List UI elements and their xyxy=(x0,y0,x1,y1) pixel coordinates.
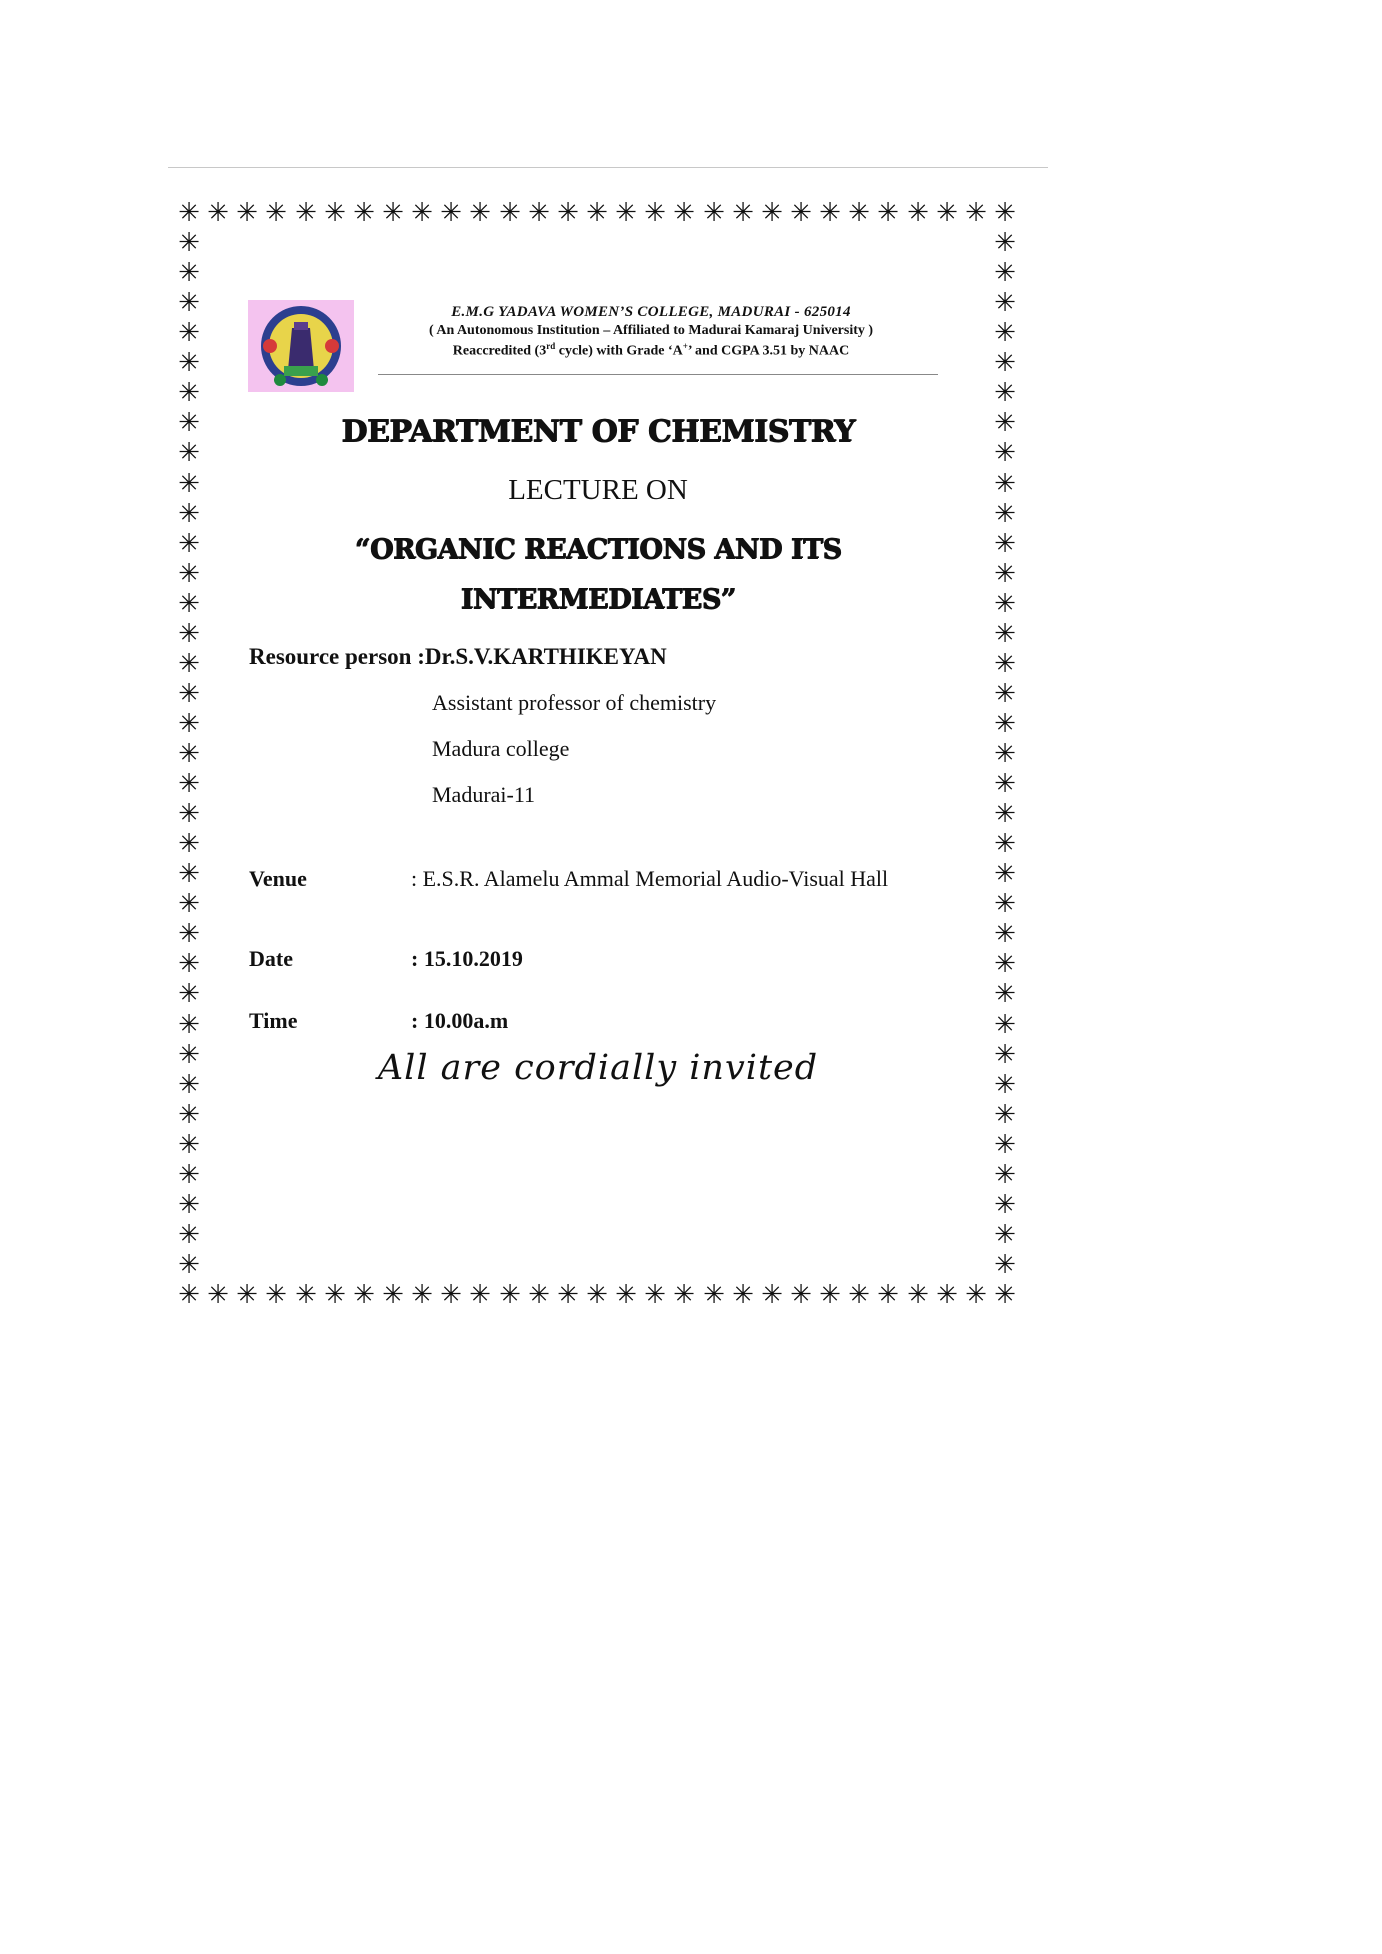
border-star-icon: ✳ xyxy=(207,1280,229,1310)
border-star-icon: ✳ xyxy=(761,198,783,228)
border-star-icon: ✳ xyxy=(994,769,1016,799)
border-star-icon: ✳ xyxy=(178,1040,200,1070)
time-value: : 10.00a.m xyxy=(411,1008,509,1033)
border-star-icon: ✳ xyxy=(178,949,200,979)
border-star-icon: ✳ xyxy=(178,739,200,769)
border-star-icon: ✳ xyxy=(994,559,1016,589)
border-star-icon: ✳ xyxy=(178,529,200,559)
border-star-icon: ✳ xyxy=(732,198,754,228)
border-star-icon: ✳ xyxy=(178,859,200,889)
border-star-icon: ✳ xyxy=(178,889,200,919)
border-star-icon: ✳ xyxy=(178,228,200,258)
border-star-icon: ✳ xyxy=(353,1280,375,1310)
border-star-icon: ✳ xyxy=(819,198,841,228)
border-star-icon: ✳ xyxy=(178,1130,200,1160)
border-star-icon: ✳ xyxy=(907,198,929,228)
border-star-icon: ✳ xyxy=(994,288,1016,318)
border-star-icon: ✳ xyxy=(994,619,1016,649)
border-star-icon: ✳ xyxy=(994,529,1016,559)
border-star-icon: ✳ xyxy=(761,1280,783,1310)
border-star-icon: ✳ xyxy=(178,318,200,348)
time-label: Time xyxy=(249,1008,298,1033)
border-star-icon: ✳ xyxy=(877,1280,899,1310)
border-star-icon: ✳ xyxy=(265,1280,287,1310)
resource-person-name: Dr.S.V.KARTHIKEYAN xyxy=(424,644,667,669)
border-star-icon: ✳ xyxy=(994,438,1016,468)
date-label: Date xyxy=(249,946,293,971)
border-star-icon: ✳ xyxy=(178,408,200,438)
border-star-icon: ✳ xyxy=(673,1280,695,1310)
college-logo-emblem-icon xyxy=(248,300,354,392)
border-star-icon: ✳ xyxy=(994,1100,1016,1130)
border-star-icon: ✳ xyxy=(528,198,550,228)
resource-place: Madurai-11 xyxy=(432,782,536,807)
border-star-icon: ✳ xyxy=(178,559,200,589)
border-star-icon: ✳ xyxy=(528,1280,550,1310)
border-star-icon: ✳ xyxy=(178,288,200,318)
border-star-icon: ✳ xyxy=(994,799,1016,829)
department-title: DEPARTMENT OF CHEMISTRY xyxy=(341,414,855,449)
border-star-icon: ✳ xyxy=(644,1280,666,1310)
border-star-icon: ✳ xyxy=(994,979,1016,1009)
border-star-icon: ✳ xyxy=(819,1280,841,1310)
border-star-icon: ✳ xyxy=(907,1280,929,1310)
border-star-icon: ✳ xyxy=(324,1280,346,1310)
border-star-icon: ✳ xyxy=(382,198,404,228)
border-star-icon: ✳ xyxy=(994,469,1016,499)
border-star-icon: ✳ xyxy=(557,198,579,228)
border-star-icon: ✳ xyxy=(994,739,1016,769)
border-star-icon: ✳ xyxy=(178,979,200,1009)
college-accreditation: Reaccredited (3rd cycle) with Grade ‘A+’ and CGPA 3.51 by NAAC xyxy=(452,341,850,359)
college-affiliation: ( An Autonomous Institution – Affiliated to Madurai Kamaraj University ) xyxy=(428,323,874,338)
border-star-icon: ✳ xyxy=(469,198,491,228)
border-star-icon: ✳ xyxy=(732,1280,754,1310)
border-star-icon: ✳ xyxy=(178,469,200,499)
border-star-icon: ✳ xyxy=(440,1280,462,1310)
border-star-icon: ✳ xyxy=(178,799,200,829)
border-star-icon: ✳ xyxy=(236,1280,258,1310)
border-star-icon: ✳ xyxy=(994,1010,1016,1040)
date-value: : 15.10.2019 xyxy=(411,946,523,971)
border-star-icon: ✳ xyxy=(994,1160,1016,1190)
border-star-icon: ✳ xyxy=(965,1280,987,1310)
border-star-icon: ✳ xyxy=(703,198,725,228)
topic-title-line1: “ORGANIC REACTIONS AND ITS xyxy=(354,534,842,565)
border-star-icon: ✳ xyxy=(994,408,1016,438)
college-logo xyxy=(248,300,354,392)
border-star-icon: ✳ xyxy=(178,198,200,228)
border-star-icon: ✳ xyxy=(178,619,200,649)
border-star-icon: ✳ xyxy=(178,1220,200,1250)
border-star-icon: ✳ xyxy=(295,198,317,228)
border-star-icon: ✳ xyxy=(994,198,1016,228)
border-star-icon: ✳ xyxy=(994,679,1016,709)
border-star-icon: ✳ xyxy=(994,709,1016,739)
resource-institution: Madura college xyxy=(432,736,570,761)
border-star-icon: ✳ xyxy=(703,1280,725,1310)
border-star-icon: ✳ xyxy=(644,198,666,228)
resource-person xyxy=(249,644,667,670)
border-star-icon: ✳ xyxy=(615,198,637,228)
border-star-icon: ✳ xyxy=(178,769,200,799)
college-header xyxy=(248,300,944,394)
border-star-icon: ✳ xyxy=(178,709,200,739)
border-star-icon: ✳ xyxy=(178,829,200,859)
border-star-icon: ✳ xyxy=(994,378,1016,408)
border-star-icon: ✳ xyxy=(936,198,958,228)
border-star-icon: ✳ xyxy=(994,1070,1016,1100)
border-star-icon: ✳ xyxy=(994,228,1016,258)
border-star-icon: ✳ xyxy=(994,1040,1016,1070)
border-star-icon: ✳ xyxy=(411,198,433,228)
border-star-icon: ✳ xyxy=(411,1280,433,1310)
border-star-icon: ✳ xyxy=(178,499,200,529)
border-star-icon: ✳ xyxy=(178,1010,200,1040)
border-star-icon: ✳ xyxy=(586,198,608,228)
border-star-icon: ✳ xyxy=(178,679,200,709)
border-star-icon: ✳ xyxy=(265,198,287,228)
border-star-icon: ✳ xyxy=(178,378,200,408)
border-star-icon: ✳ xyxy=(994,1220,1016,1250)
border-star-icon: ✳ xyxy=(994,859,1016,889)
border-star-icon: ✳ xyxy=(178,348,200,378)
border-star-icon: ✳ xyxy=(469,1280,491,1310)
border-star-icon: ✳ xyxy=(324,198,346,228)
border-star-icon: ✳ xyxy=(178,1070,200,1100)
college-header-text xyxy=(360,300,942,360)
border-star-icon: ✳ xyxy=(790,198,812,228)
border-star-icon: ✳ xyxy=(673,198,695,228)
border-star-icon: ✳ xyxy=(178,919,200,949)
border-star-icon: ✳ xyxy=(994,318,1016,348)
lecture-heading: LECTURE ON xyxy=(508,474,688,506)
border-star-icon: ✳ xyxy=(178,1280,200,1310)
border-star-icon: ✳ xyxy=(499,198,521,228)
border-star-icon: ✳ xyxy=(994,348,1016,378)
border-star-icon: ✳ xyxy=(586,1280,608,1310)
venue-label: Venue xyxy=(249,866,307,891)
border-star-icon: ✳ xyxy=(178,1160,200,1190)
resource-designation: Assistant professor of chemistry xyxy=(432,690,717,715)
venue-value: : E.S.R. Alamelu Ammal Memorial Audio-Visual Hall xyxy=(411,866,889,891)
border-star-icon: ✳ xyxy=(994,1130,1016,1160)
border-star-icon: ✳ xyxy=(994,499,1016,529)
border-star-icon: ✳ xyxy=(994,949,1016,979)
border-star-icon: ✳ xyxy=(236,198,258,228)
college-name: E.M.G YADAVA WOMEN’S COLLEGE, MADURAI - 625014 xyxy=(451,304,851,320)
resource-person-label: Resource person : xyxy=(249,644,425,669)
border-star-icon: ✳ xyxy=(178,1100,200,1130)
border-star-icon: ✳ xyxy=(994,889,1016,919)
border-star-icon: ✳ xyxy=(994,1190,1016,1220)
border-star-icon: ✳ xyxy=(994,1280,1016,1310)
border-star-icon: ✳ xyxy=(178,1190,200,1220)
border-star-icon: ✳ xyxy=(994,919,1016,949)
border-star-icon: ✳ xyxy=(499,1280,521,1310)
border-star-icon: ✳ xyxy=(994,589,1016,619)
border-star-icon: ✳ xyxy=(936,1280,958,1310)
border-star-icon: ✳ xyxy=(178,258,200,288)
border-star-icon: ✳ xyxy=(790,1280,812,1310)
border-star-icon: ✳ xyxy=(994,649,1016,679)
border-star-icon: ✳ xyxy=(178,1250,200,1280)
border-star-icon: ✳ xyxy=(994,1250,1016,1280)
border-star-icon: ✳ xyxy=(178,589,200,619)
border-star-icon: ✳ xyxy=(877,198,899,228)
border-star-icon: ✳ xyxy=(382,1280,404,1310)
border-star-icon: ✳ xyxy=(178,438,200,468)
border-star-icon: ✳ xyxy=(994,258,1016,288)
border-star-icon: ✳ xyxy=(557,1280,579,1310)
border-star-icon: ✳ xyxy=(353,198,375,228)
border-star-icon: ✳ xyxy=(178,649,200,679)
border-star-icon: ✳ xyxy=(994,829,1016,859)
border-star-icon: ✳ xyxy=(295,1280,317,1310)
top-divider xyxy=(168,167,1048,168)
invitation-text: All are cordially invited xyxy=(377,1048,819,1088)
border-star-icon: ✳ xyxy=(848,1280,870,1310)
border-star-icon: ✳ xyxy=(440,198,462,228)
header-divider xyxy=(378,374,938,375)
border-star-icon: ✳ xyxy=(207,198,229,228)
border-star-icon: ✳ xyxy=(848,198,870,228)
topic-title-line2: INTERMEDIATES” xyxy=(460,584,736,615)
border-star-icon: ✳ xyxy=(965,198,987,228)
border-star-icon: ✳ xyxy=(615,1280,637,1310)
